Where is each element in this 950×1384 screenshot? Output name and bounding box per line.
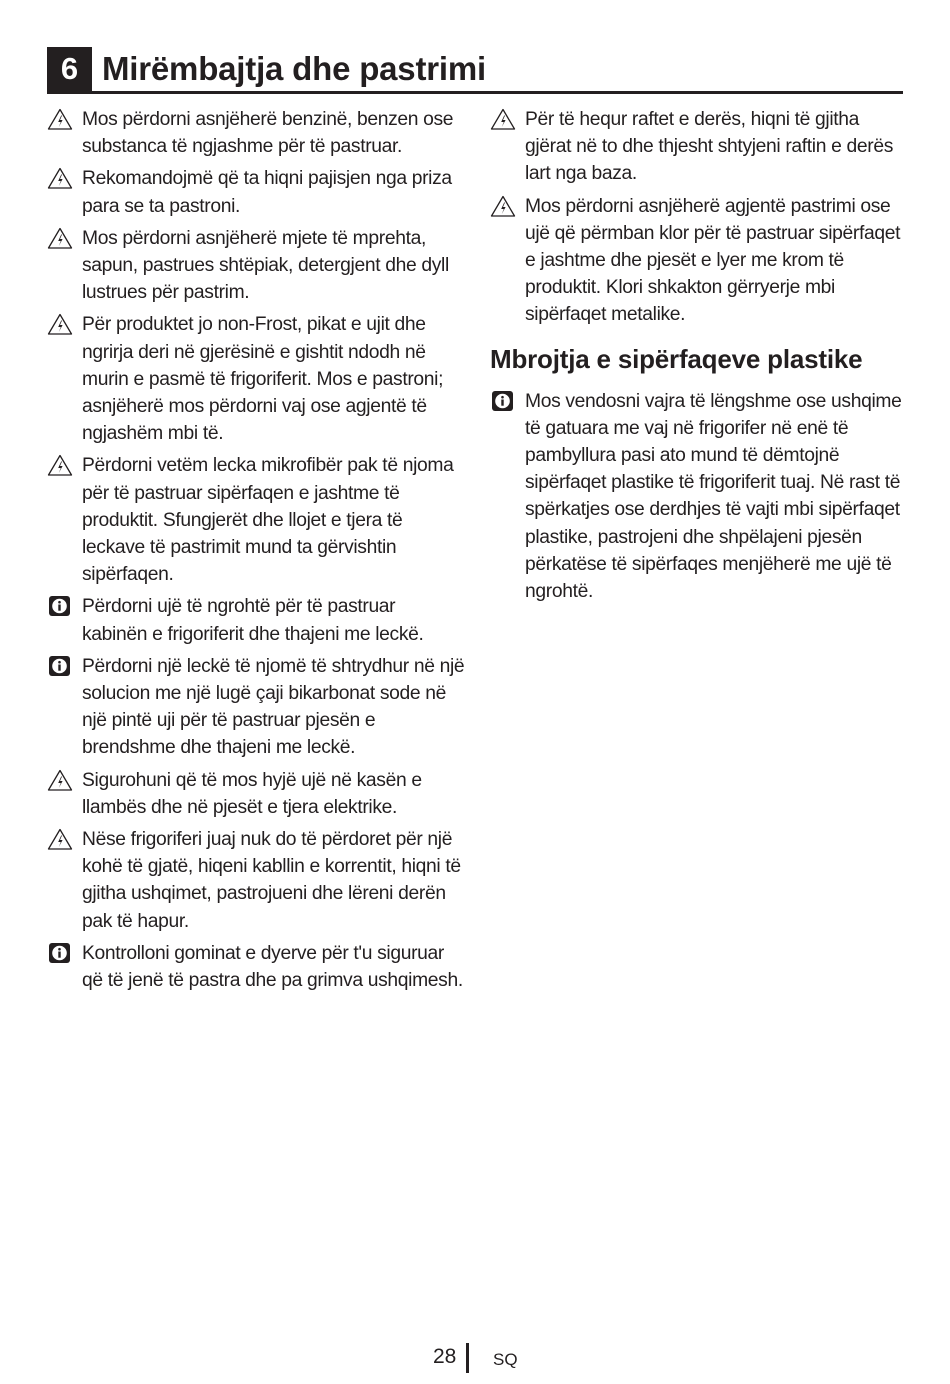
- list-item: [47, 767, 465, 821]
- chapter-header: [47, 47, 903, 93]
- warning-icon: [47, 454, 73, 476]
- right-column: [490, 106, 910, 610]
- item-text: Përdorni ujë të ngrohtë për të pastruar kabinën e frigoriferit dhe thajeni me leckë.: [82, 596, 424, 645]
- list-item: [47, 452, 465, 588]
- item-text: Mos përdorni asnjëherë mjete të mprehta, sapun, pastrues shtëpiak, detergjent dhe dyll lustrues për pastrim.: [82, 227, 449, 304]
- list-item: [490, 193, 910, 329]
- item-text: Kontrolloni gominat e dyerve për t'u siguruar që të jenë të pastra dhe pa grimva ushqimesh.: [82, 942, 463, 992]
- list-item: [490, 106, 910, 188]
- warning-icon: [47, 167, 73, 189]
- info-icon: [490, 390, 516, 412]
- subsection-heading: Mbrojtja e sipërfaqeve plastike: [490, 343, 863, 374]
- item-text: Rekomandojmë që ta hiqni pajisjen nga priza para se ta pastroni.: [82, 168, 452, 217]
- list-item: [47, 653, 465, 762]
- language-code: SQ: [493, 1350, 518, 1369]
- item-text: Për produktet jo non-Frost, pikat e ujit dhe ngrirja deri në gjerësinë e gishtit ndodh në murin e pasmë të frigoriferit. Mos e pastroni; asnjëherë mos përdorni vaj ose agjentë të ngjashëm mbi të.: [82, 314, 444, 445]
- warning-icon: [490, 108, 516, 130]
- footer-divider: [466, 1343, 469, 1373]
- warning-icon: [47, 108, 73, 130]
- chapter-title: Mirëmbajtja dhe pastrimi: [102, 50, 486, 87]
- page-footer: [0, 1343, 950, 1373]
- list-item: [47, 940, 465, 994]
- item-text: Mos vendosni vajra të lëngshme ose ushqime të gatuara me vaj në frigorifer në enë të pambyllura pasi ato mund të dëmtojnë sipërfaqet plastike të frigoriferit tuaj. Në rast të spërkatjes ose derdhjes të vajti mbi sipërfaqet plastike, pastrojeni dhe shpëlajeni pjesën përkatëse të sipërfaqes menjëherë me ujë të ngrohtë.: [525, 390, 902, 603]
- header-rule: [47, 91, 903, 94]
- item-text: Përdorni një leckë të njomë të shtrydhur në një solucion me një lugë çaji bikarbonat sode në një pintë uji për të pastruar pjesën e brendshme dhe thajeni me leckë.: [82, 655, 465, 759]
- warning-icon: [490, 195, 516, 217]
- chapter-number: 6: [47, 47, 92, 91]
- warning-icon: [47, 313, 73, 335]
- list-item: [47, 311, 465, 447]
- page-number: 28: [433, 1345, 457, 1368]
- list-item: [47, 826, 465, 935]
- left-column: [47, 106, 465, 999]
- info-icon: [47, 655, 73, 677]
- warning-icon: [47, 828, 73, 850]
- list-item: [47, 593, 465, 647]
- item-text: Mos përdorni asnjëherë agjentë pastrimi ose ujë që përmban klor për të pastruar sipërfaqet e jashtme dhe pjesët e lyer me krom të produktit. Klori shkakton gërryerje mbi sipërfaqet metalike.: [525, 195, 901, 326]
- item-text: Për të hequr raftet e derës, hiqni të gjitha gjërat në to dhe thjesht shtyjeni raftin e derës lart nga baza.: [525, 109, 893, 185]
- info-icon: [47, 942, 73, 964]
- list-item: [490, 388, 910, 606]
- list-item: [47, 106, 465, 160]
- item-text: Nëse frigoriferi juaj nuk do të përdoret për një kohë të gjatë, hiqeni kabllin e korrentit, hiqni të gjitha ushqimet, pastrojueni dhe lëreni derën pak të hapur.: [82, 829, 461, 932]
- list-item: [47, 225, 465, 307]
- list-item: [47, 165, 465, 219]
- warning-icon: [47, 769, 73, 791]
- item-text: Sigurohuni që të mos hyjë ujë në kasën e llambës dhe në pjesët e tjera elektrike.: [82, 769, 422, 818]
- warning-icon: [47, 227, 73, 249]
- item-text: Përdorni vetëm lecka mikrofibër pak të njoma për të pastruar sipërfaqen e jashtme të produktit. Sfungjerët dhe llojet e tjera të leckave të pastrimit mund ta gërvishtin sipërfaqen.: [82, 455, 454, 586]
- info-icon: [47, 595, 73, 617]
- item-text: Mos përdorni asnjëherë benzinë, benzen ose substanca të ngjashme për të pastruar.: [82, 109, 454, 158]
